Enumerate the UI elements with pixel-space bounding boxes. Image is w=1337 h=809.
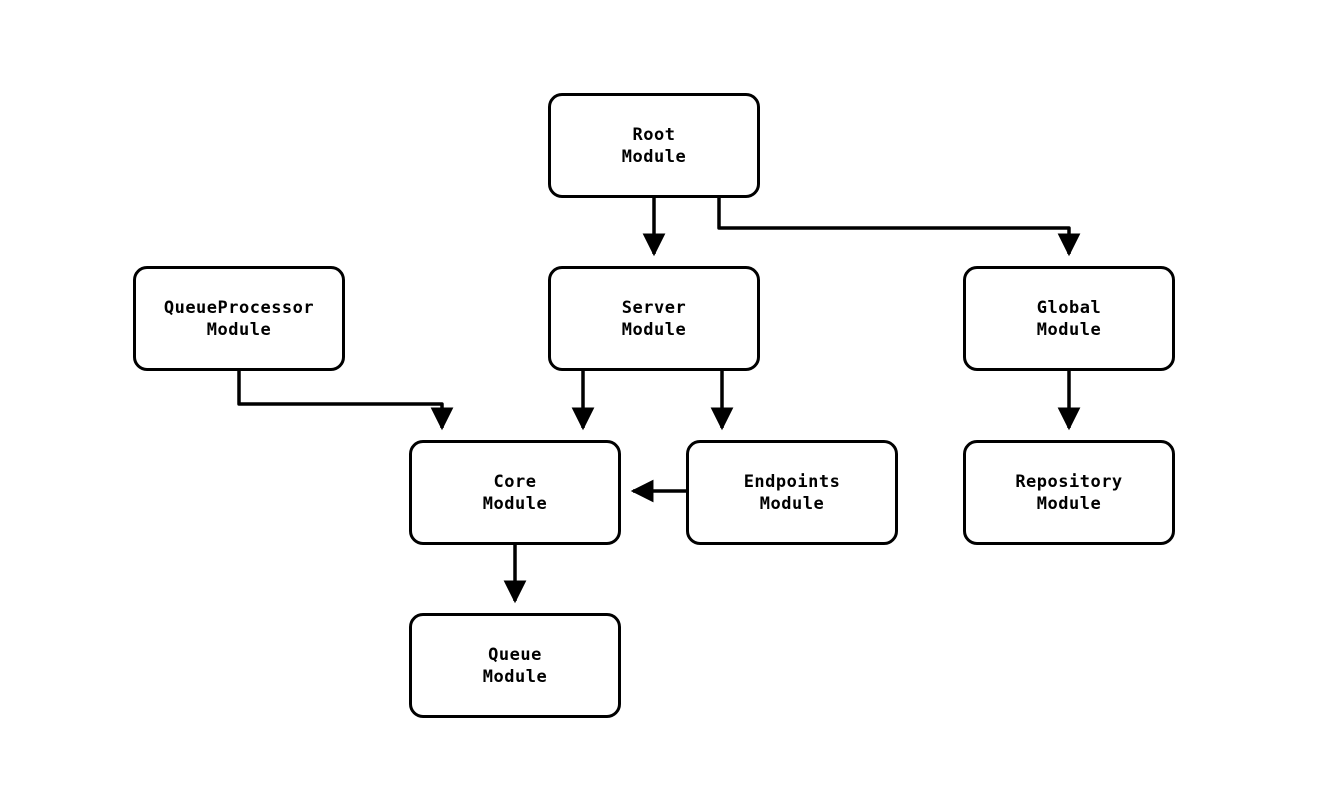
node-global-module[interactable] xyxy=(963,266,1175,371)
node-label-line1: Global xyxy=(1036,297,1102,318)
edge-root-to-global xyxy=(719,198,1069,254)
node-label-line2: Module xyxy=(482,666,548,687)
node-label-line1: Core xyxy=(493,471,537,492)
node-repository-module[interactable] xyxy=(963,440,1175,545)
node-label-line1: Queue xyxy=(488,644,542,665)
node-label-line2: Module xyxy=(1036,319,1102,340)
node-label-line2: Module xyxy=(482,493,548,514)
node-label-line2: Module xyxy=(206,319,272,340)
node-endpoints-module[interactable] xyxy=(686,440,898,545)
node-label-line1: QueueProcessor xyxy=(163,297,315,318)
node-core-module[interactable] xyxy=(409,440,621,545)
node-queue-module[interactable] xyxy=(409,613,621,718)
node-queueprocessor-module[interactable] xyxy=(133,266,345,371)
node-label-line2: Module xyxy=(1036,493,1102,514)
node-label-line2: Module xyxy=(621,146,687,167)
node-label-line2: Module xyxy=(759,493,825,514)
node-label-line1: Repository xyxy=(1015,471,1123,492)
edge-queueprocessor-to-core xyxy=(239,371,442,428)
node-root-module[interactable] xyxy=(548,93,760,198)
node-label-line1: Root xyxy=(632,124,676,145)
node-server-module[interactable] xyxy=(548,266,760,371)
node-label-line2: Module xyxy=(621,319,687,340)
node-label-line1: Endpoints xyxy=(743,471,841,492)
node-label-line1: Server xyxy=(621,297,687,318)
